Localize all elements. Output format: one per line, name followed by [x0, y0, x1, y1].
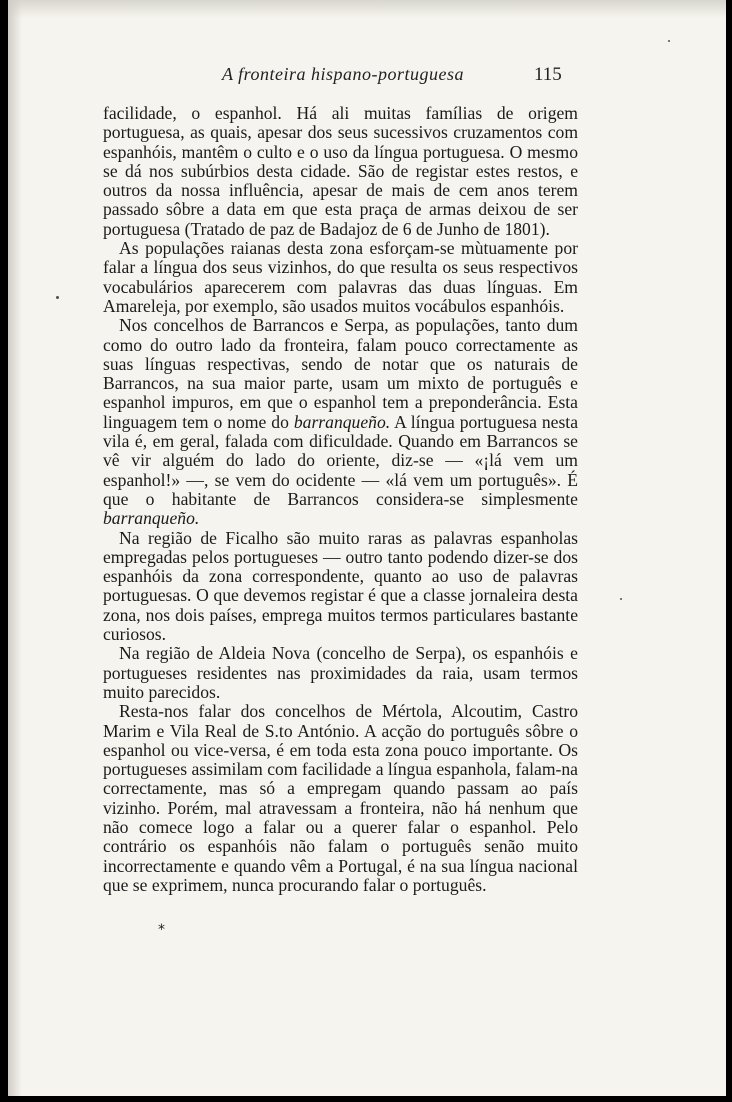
- text-run: Resta-nos falar dos concelhos de Mértola, Alcoutim, Castro Marim e Vila Real de S.to António. A acção do português sôbre o espanhol ou vice-versa, é em toda esta zona pouco importante. Os portugueses assimilam com facilidade a língua espanhola, falam-na correctamente, mas só a empregam quando passam ao país vizinho. Porém, mal atravessam a fronteira, não há nenhum que não comece logo a falar ou a querer falar o espanhol. Pelo contrário os espanhóis não falam o português senão muito incorrectamente e quando vêm a Portugal, é na sua língua nacional que se exprimem, nunca procurando falar o português.: [103, 701, 578, 895]
- page-header: [8, 64, 726, 90]
- paragraph: [103, 702, 578, 895]
- ink-spot: [56, 296, 59, 299]
- ink-spot: [668, 40, 670, 42]
- ornament-asterisk: *: [158, 922, 165, 938]
- text-run: Nos concelhos de Barrancos e Serpa, as populações, tanto dum como do outro lado da fronteira, falam pouco correctamente as suas línguas respectivas, sendo de notar que os naturais de Barrancos, na sua maior parte, usam um mixto de português e espanhol impuros, em que o espanhol tem a preponderância. Esta linguagem tem o nome do: [103, 315, 578, 432]
- text-run: A língua portuguesa nesta vila é, em geral, falada com dificuldade. Quando em Barrancos se vê vir alguém do lado do oriente, diz-se — «¡lá vem um espanhol!» —, se vem do ocidente — «lá vem um português». É que o habitante de Barrancos considera-se simplesmente: [103, 411, 578, 509]
- paragraph: [103, 104, 578, 239]
- running-title: A fronteira hispano-portuguesa: [222, 64, 465, 84]
- italic-term: barranqueño.: [103, 508, 200, 529]
- page-number: 115: [534, 64, 562, 85]
- paragraph: [103, 644, 578, 702]
- text-run: Na região de Aldeia Nova (concelho de Serpa), os espanhóis e portugueses residentes nas proximidades da raia, usam termos muito parecidos.: [103, 643, 578, 702]
- paragraph: [103, 316, 578, 528]
- paragraph: [103, 239, 578, 316]
- ink-spot: [620, 598, 622, 600]
- text-run: Na região de Ficalho são muito raras as palavras espanholas empregadas pelos portugueses — outro tanto podendo dizer-se dos espanhóis da zona correspondente, quanto ao uso de palavras portuguesas. O que devemos registar é que a classe jornaleira desta zona, nos dois países, emprega muitos termos particulares bastante curiosos.: [103, 527, 578, 645]
- italic-term: barranqueño.: [293, 411, 391, 432]
- book-page: [8, 0, 726, 1096]
- text-run: As populações raianas desta zona esforçam-se mùtuamente por falar a língua dos seus vizinhos, do que resulta os seus respectivos vocabulários aparecerem com palavras das duas línguas. Em Amareleja, por exemplo, são usados muitos vocábulos espanhóis.: [103, 238, 578, 316]
- body-text: [103, 104, 578, 895]
- paragraph: [103, 529, 578, 645]
- text-run: facilidade, o espanhol. Há ali muitas famílias de origem portuguesa, as quais, apesar dos seus sucessivos cruzamentos com espanhóis, mantêm o culto e o uso da língua portuguesa. O mesmo se dá nos subúrbios desta cidade. São de registar estes restos, e outros da nossa influência, apesar de mais de cem anos terem passado sôbre a data em que esta praça de armas deixou de ser portuguesa (Tratado de paz de Badajoz de 6 de Junho de 1801).: [103, 103, 578, 239]
